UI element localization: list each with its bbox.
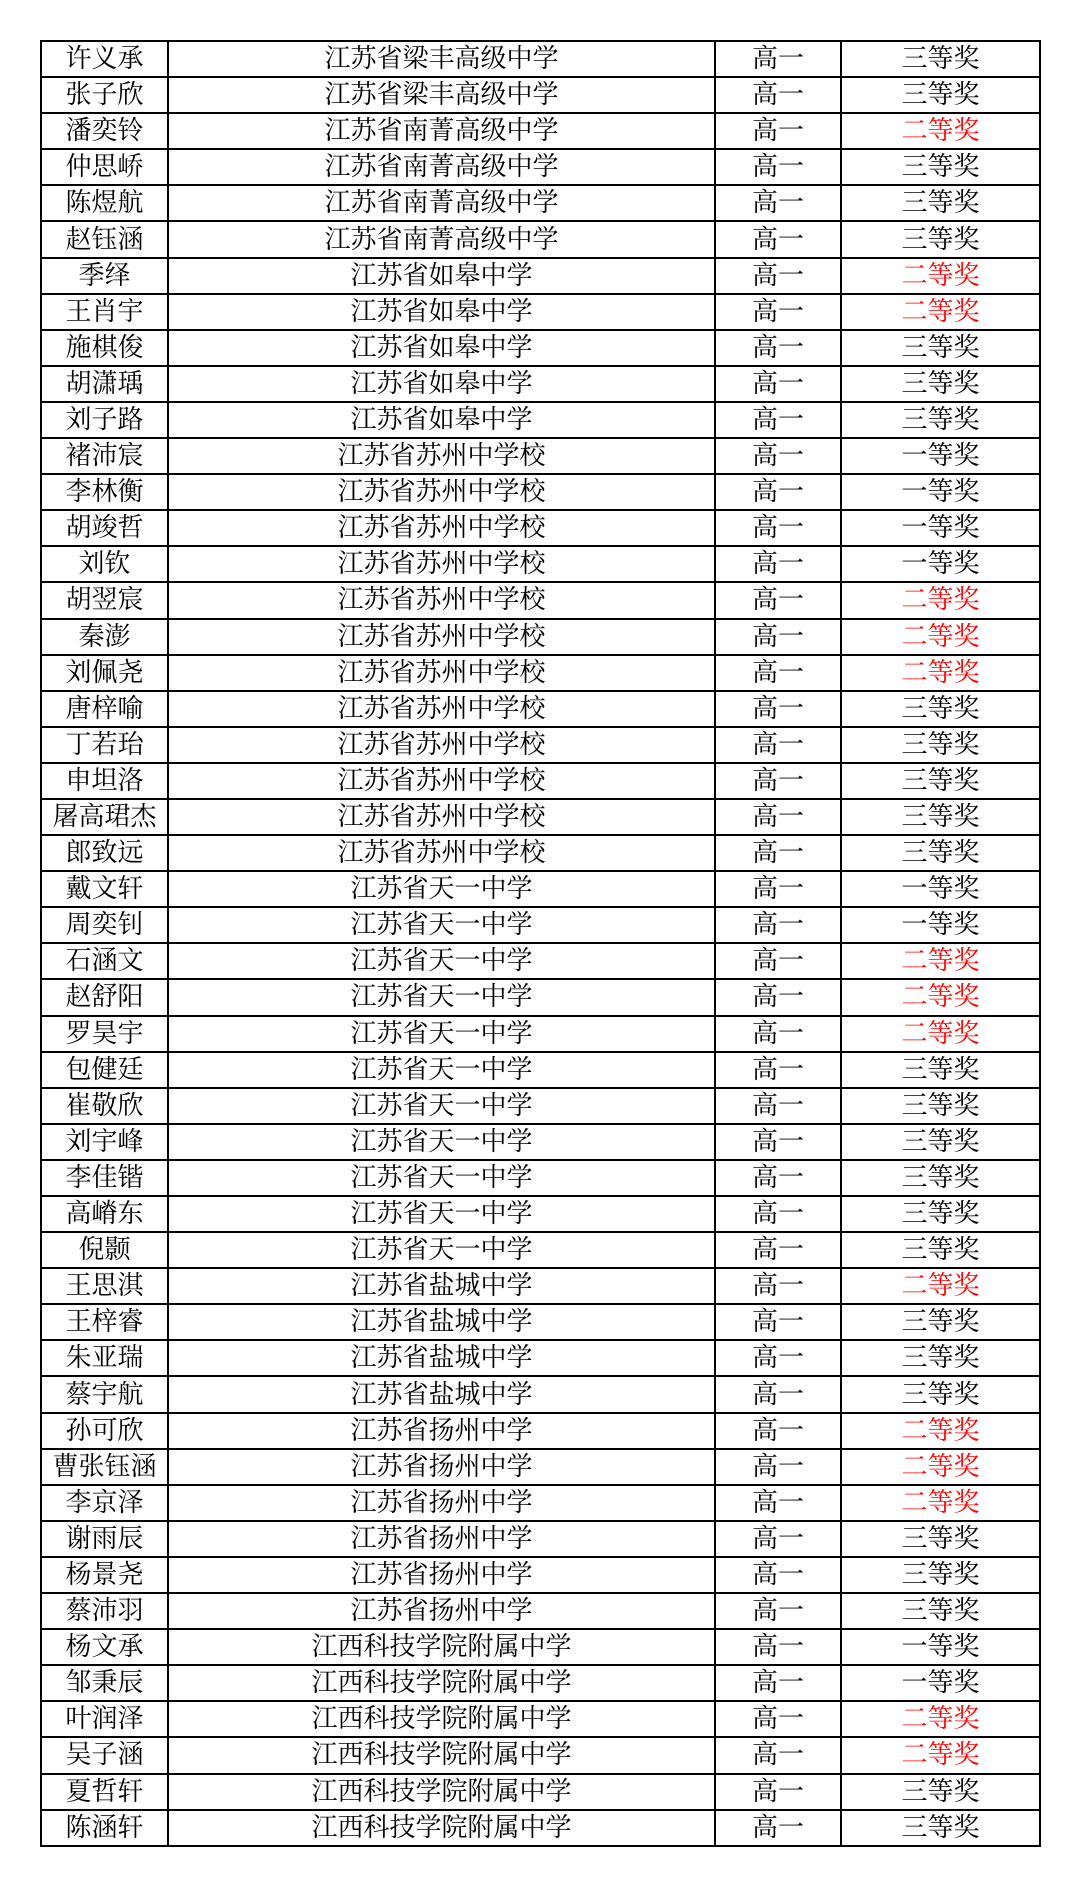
school-cell: 江苏省扬州中学 [168, 1557, 715, 1593]
student-name-cell: 曹张钰涵 [41, 1449, 168, 1485]
award-cell: 三等奖 [841, 330, 1040, 366]
school-cell: 江苏省如皋中学 [168, 330, 715, 366]
school-cell: 江苏省苏州中学校 [168, 438, 715, 474]
table-row [41, 582, 1040, 618]
school-cell: 江苏省扬州中学 [168, 1593, 715, 1629]
award-cell: 二等奖 [841, 1413, 1040, 1449]
school-cell: 江西科技学院附属中学 [168, 1774, 715, 1810]
award-cell: 一等奖 [841, 438, 1040, 474]
student-name-cell: 胡潇瑀 [41, 366, 168, 402]
table-row [41, 1737, 1040, 1773]
school-cell: 江苏省扬州中学 [168, 1485, 715, 1521]
award-cell: 三等奖 [841, 41, 1040, 77]
school-cell: 江苏省苏州中学校 [168, 619, 715, 655]
award-cell: 三等奖 [841, 1376, 1040, 1412]
grade-cell: 高一 [715, 1160, 841, 1196]
student-name-cell: 邹秉辰 [41, 1665, 168, 1701]
grade-cell: 高一 [715, 1521, 841, 1557]
school-cell: 江苏省盐城中学 [168, 1268, 715, 1304]
student-name-cell: 秦澎 [41, 619, 168, 655]
grade-cell: 高一 [715, 1304, 841, 1340]
table-row [41, 1413, 1040, 1449]
award-cell: 三等奖 [841, 1557, 1040, 1593]
table-row [41, 438, 1040, 474]
table-row [41, 1557, 1040, 1593]
student-name-cell: 陈煜航 [41, 185, 168, 221]
grade-cell: 高一 [715, 907, 841, 943]
grade-cell: 高一 [715, 979, 841, 1015]
table-row [41, 835, 1040, 871]
student-name-cell: 刘子路 [41, 402, 168, 438]
award-cell: 一等奖 [841, 546, 1040, 582]
school-cell: 江苏省苏州中学校 [168, 727, 715, 763]
table-row [41, 1521, 1040, 1557]
award-cell: 三等奖 [841, 1521, 1040, 1557]
student-name-cell: 朱亚瑞 [41, 1340, 168, 1376]
award-cell: 二等奖 [841, 294, 1040, 330]
grade-cell: 高一 [715, 1413, 841, 1449]
school-cell: 江苏省盐城中学 [168, 1304, 715, 1340]
table-row [41, 979, 1040, 1015]
table-row [41, 294, 1040, 330]
school-cell: 江苏省梁丰高级中学 [168, 77, 715, 113]
student-name-cell: 蔡沛羽 [41, 1593, 168, 1629]
student-name-cell: 周奕钊 [41, 907, 168, 943]
table-row [41, 366, 1040, 402]
grade-cell: 高一 [715, 294, 841, 330]
grade-cell: 高一 [715, 835, 841, 871]
student-name-cell: 戴文轩 [41, 871, 168, 907]
student-name-cell: 杨文承 [41, 1629, 168, 1665]
grade-cell: 高一 [715, 691, 841, 727]
table-row [41, 1701, 1040, 1737]
grade-cell: 高一 [715, 1268, 841, 1304]
student-name-cell: 杨景尧 [41, 1557, 168, 1593]
table-row [41, 221, 1040, 257]
grade-cell: 高一 [715, 763, 841, 799]
table-row [41, 907, 1040, 943]
table-row [41, 1376, 1040, 1412]
table-row [41, 1088, 1040, 1124]
award-cell: 三等奖 [841, 1196, 1040, 1232]
student-name-cell: 仲思峤 [41, 149, 168, 185]
school-cell: 江苏省扬州中学 [168, 1449, 715, 1485]
table-row [41, 113, 1040, 149]
student-name-cell: 吴子涵 [41, 1737, 168, 1773]
grade-cell: 高一 [715, 366, 841, 402]
school-cell: 江苏省苏州中学校 [168, 763, 715, 799]
grade-cell: 高一 [715, 474, 841, 510]
school-cell: 江苏省南菁高级中学 [168, 113, 715, 149]
award-cell: 一等奖 [841, 1665, 1040, 1701]
grade-cell: 高一 [715, 221, 841, 257]
table-row [41, 1340, 1040, 1376]
award-table-body [41, 41, 1040, 1846]
table-row [41, 474, 1040, 510]
school-cell: 江苏省天一中学 [168, 943, 715, 979]
student-name-cell: 王梓睿 [41, 1304, 168, 1340]
school-cell: 江西科技学院附属中学 [168, 1665, 715, 1701]
grade-cell: 高一 [715, 1701, 841, 1737]
award-cell: 一等奖 [841, 907, 1040, 943]
school-cell: 江苏省如皋中学 [168, 402, 715, 438]
student-name-cell: 蔡宇航 [41, 1376, 168, 1412]
award-cell: 三等奖 [841, 691, 1040, 727]
award-cell: 二等奖 [841, 1268, 1040, 1304]
student-name-cell: 崔敬欣 [41, 1088, 168, 1124]
grade-cell: 高一 [715, 619, 841, 655]
grade-cell: 高一 [715, 1052, 841, 1088]
grade-cell: 高一 [715, 1810, 841, 1846]
student-name-cell: 胡竣哲 [41, 510, 168, 546]
award-cell: 三等奖 [841, 1088, 1040, 1124]
student-name-cell: 李京泽 [41, 1485, 168, 1521]
student-name-cell: 张子欣 [41, 77, 168, 113]
award-cell: 三等奖 [841, 221, 1040, 257]
award-cell: 三等奖 [841, 1774, 1040, 1810]
student-name-cell: 王思淇 [41, 1268, 168, 1304]
grade-cell: 高一 [715, 330, 841, 366]
award-cell: 三等奖 [841, 366, 1040, 402]
school-cell: 江苏省苏州中学校 [168, 835, 715, 871]
student-name-cell: 郎致远 [41, 835, 168, 871]
student-name-cell: 包健廷 [41, 1052, 168, 1088]
table-row [41, 1196, 1040, 1232]
school-cell: 江苏省苏州中学校 [168, 510, 715, 546]
table-row [41, 727, 1040, 763]
award-cell: 三等奖 [841, 1052, 1040, 1088]
table-row [41, 619, 1040, 655]
school-cell: 江苏省扬州中学 [168, 1413, 715, 1449]
table-row [41, 1304, 1040, 1340]
school-cell: 江苏省盐城中学 [168, 1376, 715, 1412]
grade-cell: 高一 [715, 258, 841, 294]
student-name-cell: 许义承 [41, 41, 168, 77]
student-name-cell: 李林衡 [41, 474, 168, 510]
grade-cell: 高一 [715, 582, 841, 618]
student-name-cell: 谢雨辰 [41, 1521, 168, 1557]
school-cell: 江西科技学院附属中学 [168, 1737, 715, 1773]
award-cell: 三等奖 [841, 799, 1040, 835]
grade-cell: 高一 [715, 943, 841, 979]
table-row [41, 149, 1040, 185]
student-name-cell: 陈涵轩 [41, 1810, 168, 1846]
school-cell: 江苏省天一中学 [168, 871, 715, 907]
school-cell: 江苏省天一中学 [168, 1124, 715, 1160]
table-row [41, 691, 1040, 727]
grade-cell: 高一 [715, 185, 841, 221]
student-name-cell: 唐梓喻 [41, 691, 168, 727]
award-cell: 三等奖 [841, 1304, 1040, 1340]
school-cell: 江苏省苏州中学校 [168, 691, 715, 727]
award-cell: 二等奖 [841, 979, 1040, 1015]
student-name-cell: 石涵文 [41, 943, 168, 979]
grade-cell: 高一 [715, 1557, 841, 1593]
award-cell: 二等奖 [841, 582, 1040, 618]
award-cell: 三等奖 [841, 1340, 1040, 1376]
award-cell: 二等奖 [841, 1737, 1040, 1773]
award-cell: 二等奖 [841, 1449, 1040, 1485]
school-cell: 江苏省苏州中学校 [168, 546, 715, 582]
award-cell: 三等奖 [841, 727, 1040, 763]
award-cell: 一等奖 [841, 474, 1040, 510]
grade-cell: 高一 [715, 510, 841, 546]
school-cell: 江苏省苏州中学校 [168, 582, 715, 618]
table-row [41, 871, 1040, 907]
award-cell: 一等奖 [841, 1629, 1040, 1665]
table-row [41, 1052, 1040, 1088]
school-cell: 江西科技学院附属中学 [168, 1701, 715, 1737]
table-row [41, 1629, 1040, 1665]
grade-cell: 高一 [715, 1340, 841, 1376]
table-row [41, 943, 1040, 979]
school-cell: 江苏省天一中学 [168, 1016, 715, 1052]
grade-cell: 高一 [715, 1376, 841, 1412]
grade-cell: 高一 [715, 438, 841, 474]
award-cell: 二等奖 [841, 1016, 1040, 1052]
grade-cell: 高一 [715, 1016, 841, 1052]
school-cell: 江西科技学院附属中学 [168, 1810, 715, 1846]
school-cell: 江苏省扬州中学 [168, 1521, 715, 1557]
award-cell: 三等奖 [841, 1593, 1040, 1629]
school-cell: 江苏省苏州中学校 [168, 655, 715, 691]
award-cell: 三等奖 [841, 1232, 1040, 1268]
grade-cell: 高一 [715, 871, 841, 907]
table-row [41, 799, 1040, 835]
award-cell: 三等奖 [841, 77, 1040, 113]
student-name-cell: 刘钦 [41, 546, 168, 582]
student-name-cell: 罗昊宇 [41, 1016, 168, 1052]
award-cell: 三等奖 [841, 185, 1040, 221]
table-row [41, 1232, 1040, 1268]
student-name-cell: 赵舒阳 [41, 979, 168, 1015]
grade-cell: 高一 [715, 1124, 841, 1160]
grade-cell: 高一 [715, 1196, 841, 1232]
school-cell: 江苏省天一中学 [168, 907, 715, 943]
grade-cell: 高一 [715, 546, 841, 582]
award-cell: 二等奖 [841, 1701, 1040, 1737]
table-row [41, 185, 1040, 221]
award-cell: 二等奖 [841, 619, 1040, 655]
table-row [41, 763, 1040, 799]
award-cell: 三等奖 [841, 402, 1040, 438]
grade-cell: 高一 [715, 655, 841, 691]
table-row [41, 1016, 1040, 1052]
school-cell: 江苏省盐城中学 [168, 1340, 715, 1376]
school-cell: 江苏省如皋中学 [168, 258, 715, 294]
table-row [41, 1124, 1040, 1160]
grade-cell: 高一 [715, 402, 841, 438]
student-name-cell: 褚沛宸 [41, 438, 168, 474]
student-name-cell: 王肖宇 [41, 294, 168, 330]
award-cell: 二等奖 [841, 655, 1040, 691]
school-cell: 江苏省如皋中学 [168, 294, 715, 330]
grade-cell: 高一 [715, 1088, 841, 1124]
award-cell: 三等奖 [841, 1160, 1040, 1196]
student-name-cell: 胡翌宸 [41, 582, 168, 618]
award-cell: 三等奖 [841, 149, 1040, 185]
student-name-cell: 刘佩尧 [41, 655, 168, 691]
table-row [41, 1485, 1040, 1521]
school-cell: 江苏省苏州中学校 [168, 474, 715, 510]
award-cell: 一等奖 [841, 510, 1040, 546]
grade-cell: 高一 [715, 1485, 841, 1521]
grade-cell: 高一 [715, 77, 841, 113]
table-row [41, 546, 1040, 582]
grade-cell: 高一 [715, 41, 841, 77]
table-row [41, 402, 1040, 438]
school-cell: 江苏省天一中学 [168, 1160, 715, 1196]
grade-cell: 高一 [715, 1737, 841, 1773]
student-name-cell: 孙可欣 [41, 1413, 168, 1449]
school-cell: 江苏省天一中学 [168, 979, 715, 1015]
award-cell: 二等奖 [841, 113, 1040, 149]
student-name-cell: 倪颢 [41, 1232, 168, 1268]
table-row [41, 1774, 1040, 1810]
table-row [41, 655, 1040, 691]
award-cell: 三等奖 [841, 763, 1040, 799]
student-name-cell: 刘宇峰 [41, 1124, 168, 1160]
table-row [41, 510, 1040, 546]
award-cell: 二等奖 [841, 1485, 1040, 1521]
student-name-cell: 季绎 [41, 258, 168, 294]
school-cell: 江苏省如皋中学 [168, 366, 715, 402]
student-name-cell: 屠高珺杰 [41, 799, 168, 835]
grade-cell: 高一 [715, 727, 841, 763]
school-cell: 江苏省天一中学 [168, 1232, 715, 1268]
student-name-cell: 李佳锴 [41, 1160, 168, 1196]
award-cell: 三等奖 [841, 1124, 1040, 1160]
school-cell: 江苏省南菁高级中学 [168, 185, 715, 221]
table-row [41, 1810, 1040, 1846]
student-name-cell: 施棋俊 [41, 330, 168, 366]
award-cell: 三等奖 [841, 835, 1040, 871]
grade-cell: 高一 [715, 149, 841, 185]
school-cell: 江苏省天一中学 [168, 1052, 715, 1088]
school-cell: 江苏省南菁高级中学 [168, 221, 715, 257]
table-row [41, 1593, 1040, 1629]
school-cell: 江苏省南菁高级中学 [168, 149, 715, 185]
award-table [40, 40, 1041, 1847]
student-name-cell: 叶润泽 [41, 1701, 168, 1737]
table-row [41, 1268, 1040, 1304]
table-row [41, 330, 1040, 366]
table-row [41, 77, 1040, 113]
table-row [41, 1160, 1040, 1196]
student-name-cell: 丁若珆 [41, 727, 168, 763]
school-cell: 江苏省梁丰高级中学 [168, 41, 715, 77]
school-cell: 江苏省天一中学 [168, 1088, 715, 1124]
grade-cell: 高一 [715, 1593, 841, 1629]
grade-cell: 高一 [715, 1665, 841, 1701]
grade-cell: 高一 [715, 1774, 841, 1810]
award-cell: 一等奖 [841, 871, 1040, 907]
award-cell: 二等奖 [841, 943, 1040, 979]
student-name-cell: 申坦洛 [41, 763, 168, 799]
grade-cell: 高一 [715, 1449, 841, 1485]
student-name-cell: 赵钰涵 [41, 221, 168, 257]
grade-cell: 高一 [715, 1232, 841, 1268]
student-name-cell: 夏哲轩 [41, 1774, 168, 1810]
table-row [41, 258, 1040, 294]
award-cell: 三等奖 [841, 1810, 1040, 1846]
school-cell: 江苏省天一中学 [168, 1196, 715, 1232]
grade-cell: 高一 [715, 1629, 841, 1665]
grade-cell: 高一 [715, 799, 841, 835]
student-name-cell: 潘奕铃 [41, 113, 168, 149]
school-cell: 江苏省苏州中学校 [168, 799, 715, 835]
table-row [41, 1665, 1040, 1701]
grade-cell: 高一 [715, 113, 841, 149]
award-cell: 二等奖 [841, 258, 1040, 294]
table-row [41, 41, 1040, 77]
student-name-cell: 高嵴东 [41, 1196, 168, 1232]
table-row [41, 1449, 1040, 1485]
school-cell: 江西科技学院附属中学 [168, 1629, 715, 1665]
